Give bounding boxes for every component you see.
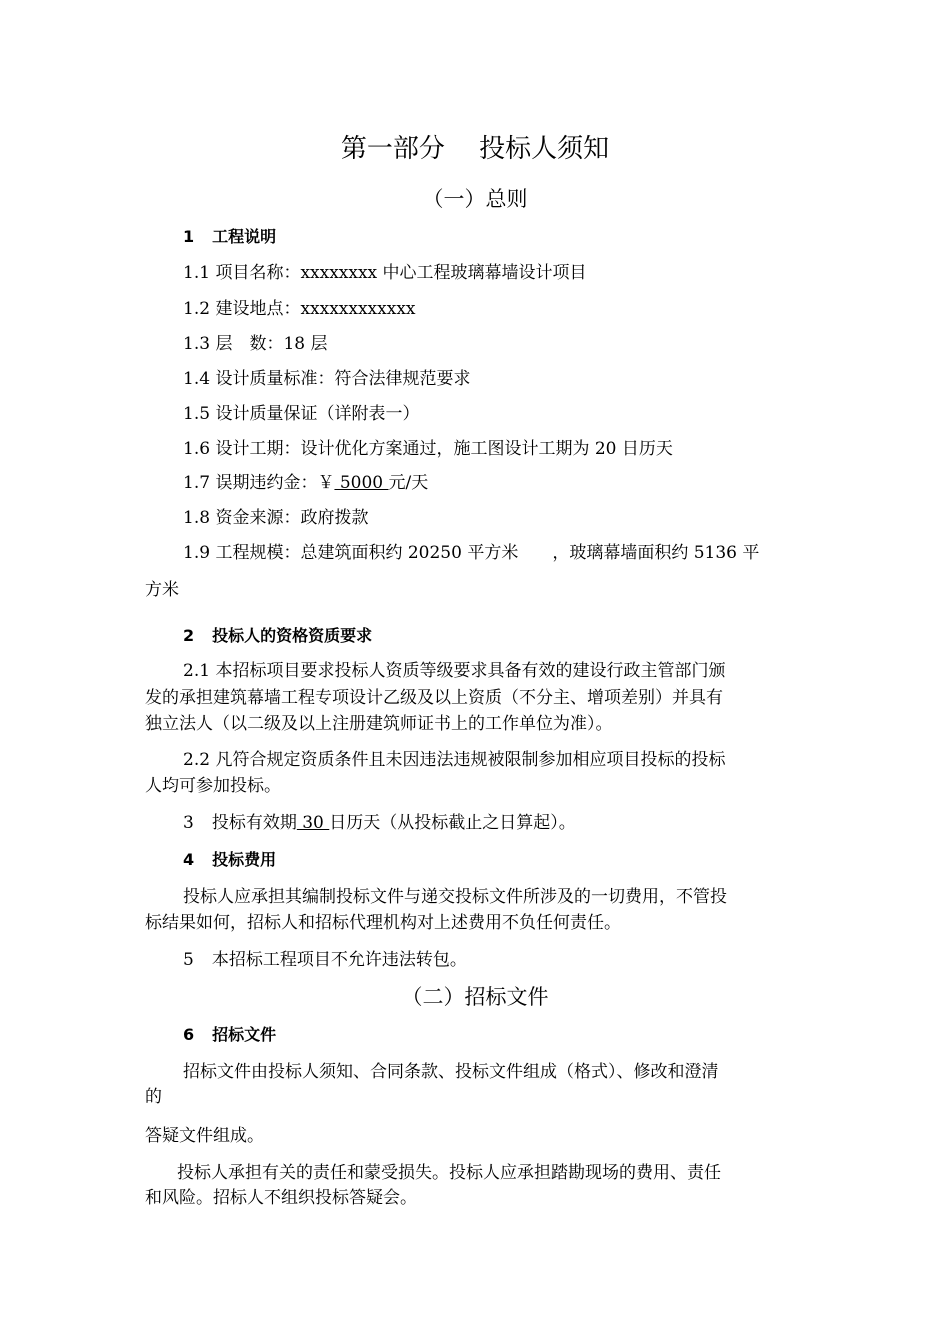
penalty-prefix: 1.7 误期违约金：￥ — [183, 473, 335, 493]
heading-number: 6 — [183, 1025, 195, 1044]
item-quality-standard: 1.4 设计质量标准：符合法律规范要求 — [183, 369, 471, 389]
item-no-subcontract — [183, 948, 467, 972]
section-heading-tender-documents: （二）招标文件 — [401, 985, 549, 1009]
validity-suffix: 日历天（从投标截止之日算起）。 — [329, 813, 576, 833]
para-6-line3: 答疑文件组成。 — [145, 1126, 264, 1146]
item-number: 5 — [183, 950, 194, 970]
item-quality-guarantee: 1.5 设计质量保证（详附表一） — [183, 404, 420, 424]
heading-project-description — [183, 225, 276, 249]
heading-number: 2 — [183, 626, 195, 645]
penalty-suffix: 元/天 — [388, 473, 429, 493]
heading-text: 工程说明 — [212, 227, 277, 246]
item-delay-penalty — [183, 471, 428, 495]
para-7-line1: 投标人承担有关的责任和蒙受损失。投标人应承担踏勘现场的费用、责任 — [177, 1163, 721, 1183]
heading-bidder-qualification — [183, 624, 372, 648]
heading-number: 4 — [183, 850, 195, 869]
item-project-scale-line1: 1.9 工程规模：总建筑面积约 20250 平方米 ，玻璃幕墙面积约 5136 平 — [183, 543, 760, 563]
item-funding-source: 1.8 资金来源：政府拨款 — [183, 508, 369, 528]
para-2-1-line1: 2.1 本招标项目要求投标人资质等级要求具备有效的建设行政主管部门颁 — [183, 661, 726, 681]
item-number: 3 — [183, 813, 194, 833]
para-2-1-line3: 独立法人（以二级及以上注册建筑师证书上的工作单位为准）。 — [145, 714, 613, 734]
para-2-1-line2: 发的承担建筑幕墙工程专项设计乙级及以上资质（不分主、增项差别）并具有 — [145, 688, 723, 708]
para-7-line2: 和风险。招标人不组织投标答疑会。 — [145, 1188, 417, 1208]
heading-bid-costs — [183, 848, 276, 872]
validity-days: 30 — [296, 813, 330, 833]
item-project-scale-line2: 方米 — [145, 580, 179, 600]
para-4-line1: 投标人应承担其编制投标文件与递交投标文件所涉及的一切费用，不管投 — [183, 887, 727, 907]
heading-text: 投标费用 — [212, 850, 277, 869]
item-design-period: 1.6 设计工期：设计优化方案通过，施工图设计工期为 20 日历天 — [183, 439, 673, 459]
heading-tender-documents — [183, 1023, 276, 1047]
item-text: 本招标工程项目不允许违法转包。 — [211, 950, 467, 970]
item-site-location: 1.2 建设地点：xxxxxxxxxxxx — [183, 299, 416, 319]
para-4-line2: 标结果如何，招标人和招标代理机构对上述费用不负任何责任。 — [145, 913, 621, 933]
item-project-name: 1.1 项目名称：xxxxxxxx 中心工程玻璃幕墙设计项目 — [183, 263, 587, 283]
heading-text: 招标文件 — [212, 1025, 277, 1044]
validity-prefix: 投标有效期 — [211, 813, 297, 833]
para-2-2-line2: 人均可参加投标。 — [145, 776, 281, 796]
para-6-line2: 的 — [145, 1087, 162, 1107]
item-floors: 1.3 层 数：18 层 — [183, 334, 328, 354]
page-title: 第一部分 投标人须知 — [340, 134, 610, 164]
para-2-2-line1: 2.2 凡符合规定资质条件且未因违法违规被限制参加相应项目投标的投标 — [183, 750, 726, 770]
penalty-amount: 5000 — [334, 473, 389, 493]
heading-text: 投标人的资格资质要求 — [212, 626, 373, 645]
item-bid-validity — [183, 811, 576, 835]
section-heading-general: （一）总则 — [422, 187, 528, 211]
para-6-line1: 招标文件由投标人须知、合同条款、投标文件组成（格式）、修改和澄清 — [183, 1062, 719, 1082]
heading-number: 1 — [183, 227, 195, 246]
